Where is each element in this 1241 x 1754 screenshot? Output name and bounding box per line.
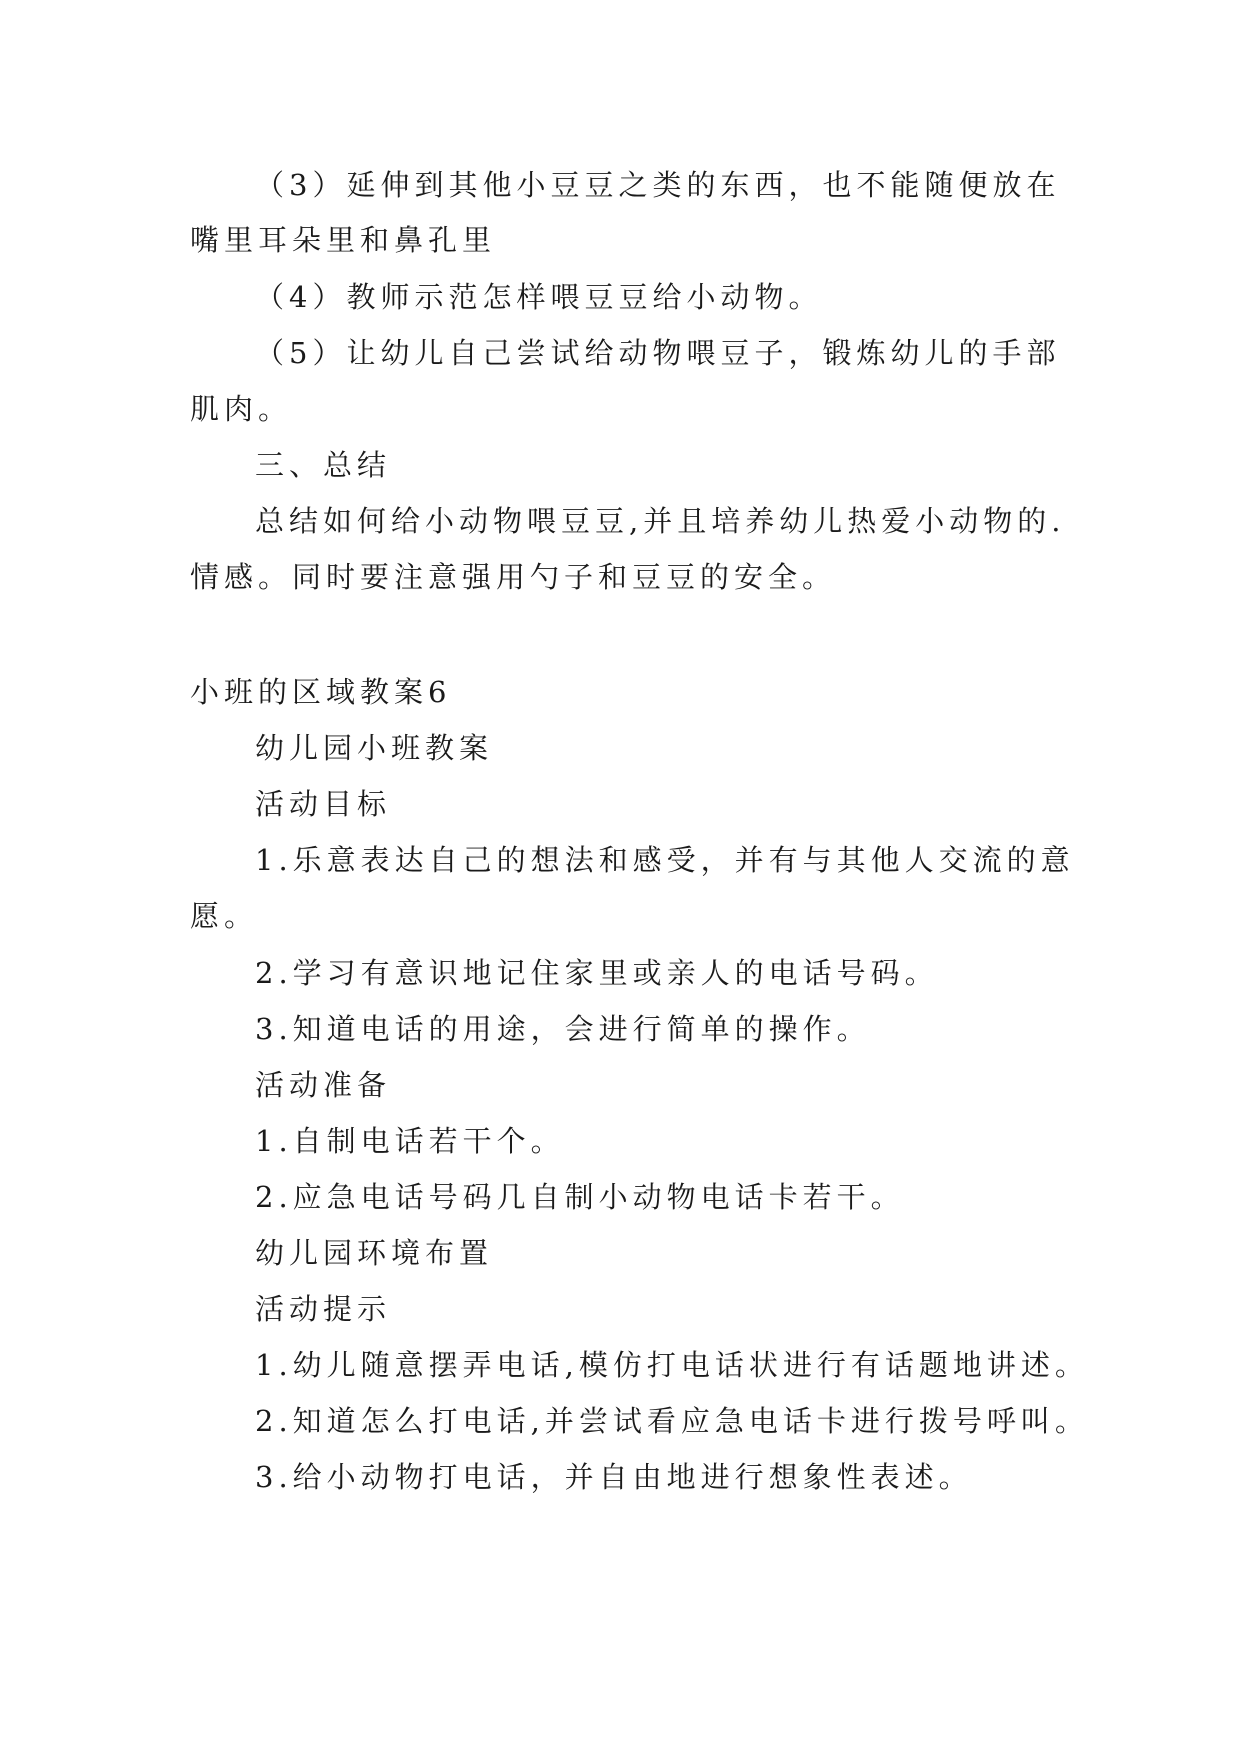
section-heading: 活动提示 — [255, 1292, 392, 1326]
list-item: 1.自制电话若干个。 — [255, 1124, 565, 1158]
section-heading: 幼儿园环境布置 — [255, 1236, 494, 1270]
paragraph-line: 嘴里耳朵里和鼻孔里 — [190, 223, 497, 257]
section-heading: 活动目标 — [255, 787, 392, 821]
list-item: 3.给小动物打电话，并自由地进行想象性表述。 — [255, 1460, 973, 1494]
list-item: 1.幼儿随意摆弄电话,模仿打电话状进行有话题地讲述。 — [255, 1348, 1089, 1382]
paragraph-line: 肌肉。 — [190, 392, 293, 426]
list-item: 2.应急电话号码几自制小动物电话卡若干。 — [255, 1180, 905, 1214]
paragraph-line: 情感。同时要注意强用勺子和豆豆的安全。 — [190, 560, 837, 594]
paragraph-line: 总结如何给小动物喂豆豆,并且培养幼儿热爱小动物的. — [255, 504, 1066, 538]
section-heading: 三、总结 — [255, 448, 392, 482]
paragraph-line: （4）教师示范怎样喂豆豆给小动物。 — [255, 280, 823, 314]
section-heading: 活动准备 — [255, 1068, 392, 1102]
list-item: 2.知道怎么打电话,并尝试看应急电话卡进行拨号呼叫。 — [255, 1404, 1089, 1438]
list-item: 3.知道电话的用途，会进行简单的操作。 — [255, 1012, 871, 1046]
document-title: 小班的区域教案6 — [190, 675, 452, 709]
paragraph-line: （5）让幼儿自己尝试给动物喂豆子，锻炼幼儿的手部 — [255, 336, 1061, 370]
list-item: 愿。 — [190, 899, 259, 933]
paragraph-line: （3）延伸到其他小豆豆之类的东西，也不能随便放在 — [255, 168, 1061, 202]
list-item: 2.学习有意识地记住家里或亲人的电话号码。 — [255, 956, 939, 990]
section-heading: 幼儿园小班教案 — [255, 731, 494, 765]
list-item: 1.乐意表达自己的想法和感受，并有与其他人交流的意 — [255, 843, 1075, 877]
